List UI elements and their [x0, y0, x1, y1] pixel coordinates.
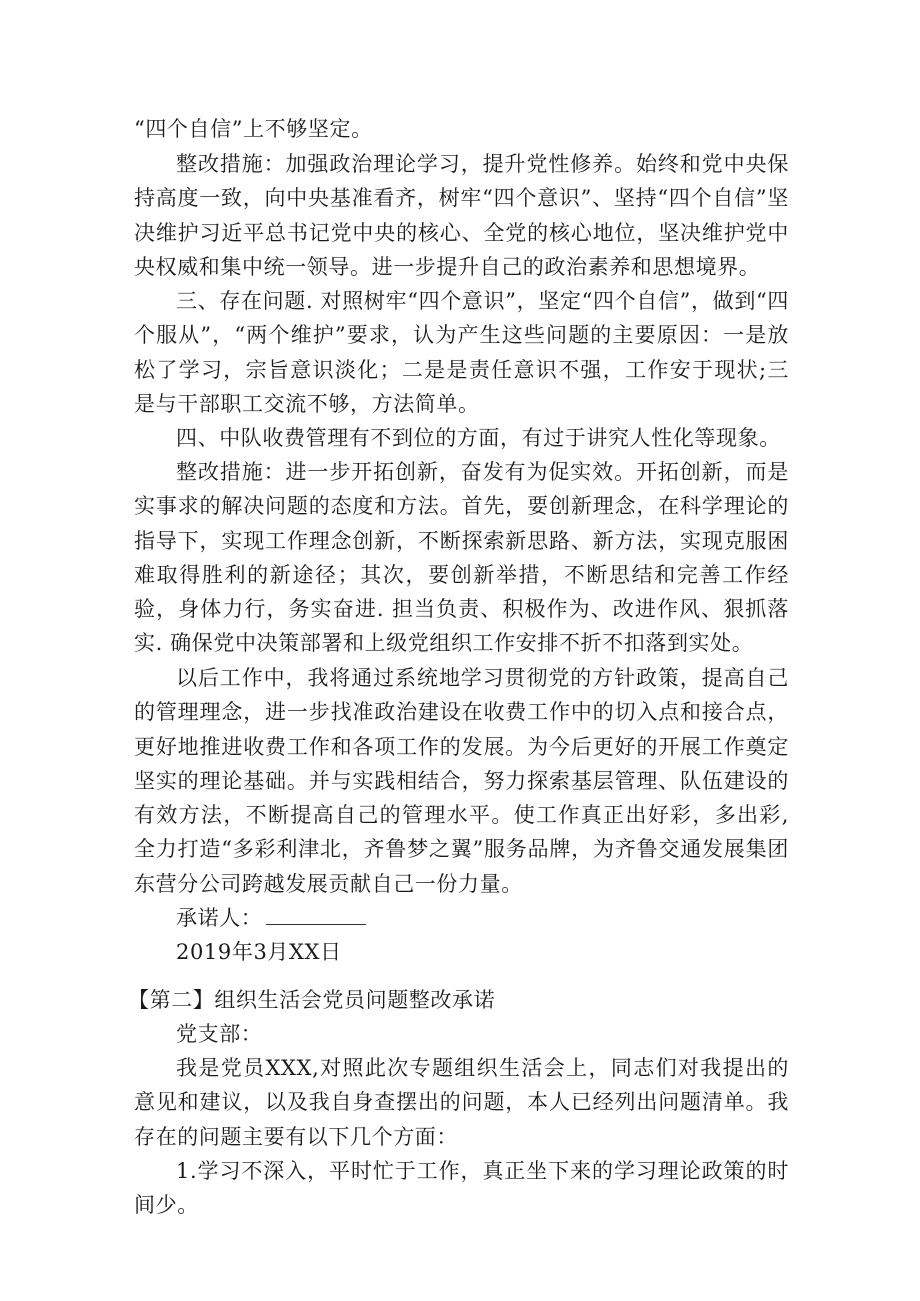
- paragraph: 三、存在问题. 对照树牢“四个意识”，坚定“四个自信”，做到“四个服从”，“两个维护”要求，认为产生这些问题的主要原因：一是放松了学习，宗旨意识淡化；二是是责任意识不强，工作安于现状;三是与干部职工交流不够，方法简单。: [134, 289, 789, 416]
- signature-blank: [266, 906, 366, 925]
- date-line: 2019年3月XX日: [176, 940, 342, 964]
- paragraph: 我是党员XXX,对照此次专题组织生活会上，同志们对我提出的意见和建议，以及我自身查摆出的问题，本人已经列出问题清单。我存在的问题主要有以下几个方面：: [134, 1056, 789, 1149]
- paragraph: 四、中队收费管理有不到位的方面，有过于讲究人性化等现象。: [176, 426, 781, 450]
- signature-line: [134, 901, 789, 935]
- paragraph: 整改措施：加强政治理论学习，提升党性修养。始终和党中央保持高度一致，向中央基准看齐，树牢“四个意识”、坚持“四个自信”坚决维护习近平总书记党中央的核心、全党的核心地位，坚决维护党中央权威和集中统一领导。进一步提升自己的政治素养和思想境界。: [134, 152, 789, 279]
- paragraph: 以后工作中，我将通过系统地学习贯彻党的方针政策，提高自己的管理理念，进一步找准政治建设在收费工作中的切入点和接合点，更好地推进收费工作和各项工作的发展。为今后更好的开展工作奠定坚实的理论基础。并与实践相结合，努力探索基层管理、队伍建设的有效方法，不断提高自己的管理水平。使工作真正出好彩，多出彩, 全力打造“多彩利津北，齐鲁梦之翼”服务品牌，为齐鲁交通发展集团东营分公司跨越发展贡献自己一份力量。: [134, 666, 789, 896]
- signature-label: 承诺人：: [176, 906, 263, 930]
- paragraph: 1.学习不深入，平时忙于工作，真正坐下来的学习理论政策的时间少。: [134, 1159, 789, 1218]
- paragraph: 整改措施：进一步开拓创新，奋发有为促实效。开拓创新，而是实事求的解决问题的态度和方法。首先，要创新理念，在科学理论的指导下，实现工作理念创新，不断探索新思路、新方法，实现克服困难取得胜利的新途径；其次，要创新举措，不断思结和完善工作经验，身体力行，务实奋进. 担当负责、积极作为、改进作风、狠抓落实. 确保党中决策部署和上级党组织工作安排不折不扣落到实处。: [134, 460, 789, 656]
- section-title: 【第二】组织生活会党员问题整改承诺: [128, 988, 496, 1012]
- salutation: 党支部：: [176, 1022, 263, 1046]
- paragraph: “四个自信”上不够坚定。: [134, 117, 373, 141]
